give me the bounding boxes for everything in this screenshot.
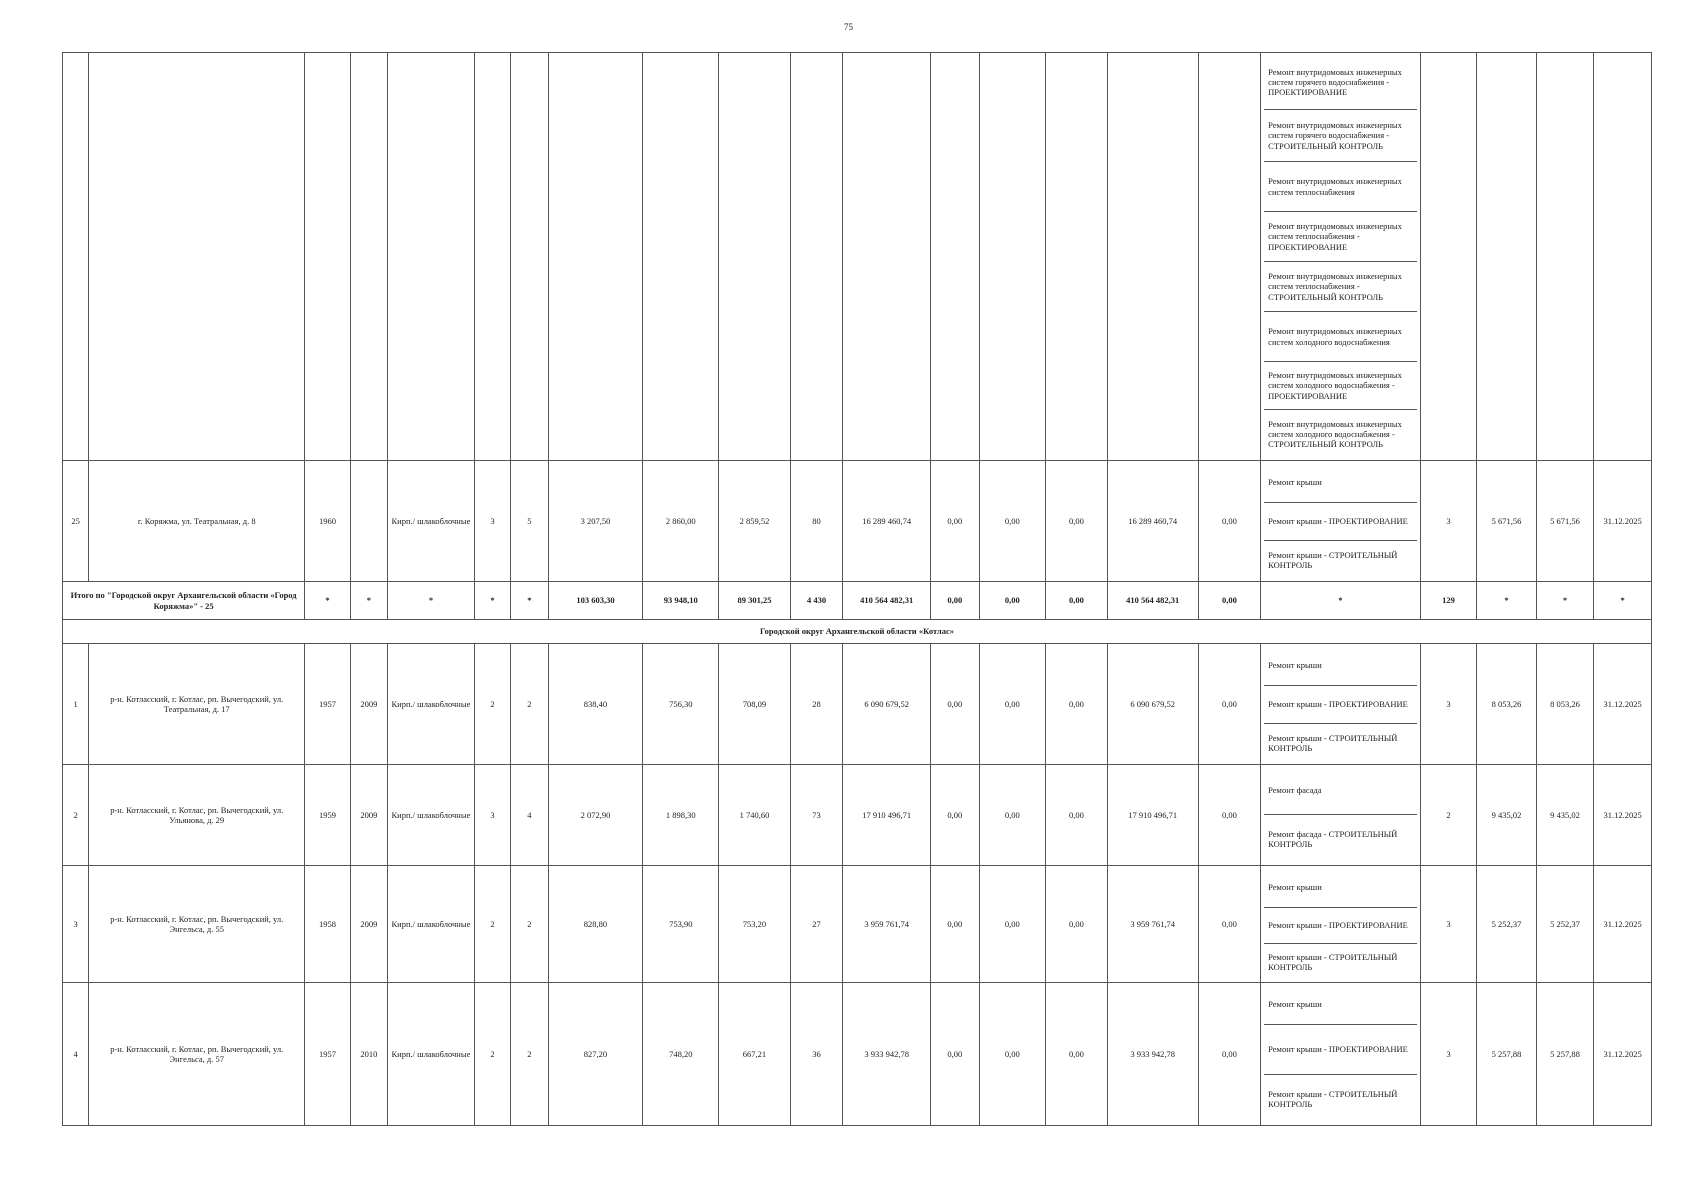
area-residential: 1 740,60 xyxy=(719,765,791,866)
fund-regional: 0,00 xyxy=(979,644,1046,765)
fund-other: 0,00 xyxy=(1198,983,1261,1126)
cell xyxy=(474,53,510,461)
year-built: 1959 xyxy=(305,765,350,866)
area-residential: 2 859,52 xyxy=(719,461,791,582)
cell xyxy=(63,53,89,461)
work-type: Ремонт внутридомовых инженерных систем горячего водоснабжения - ПРОЕКТИРОВАНИЕ xyxy=(1264,55,1417,110)
residents: 27 xyxy=(790,866,842,983)
entrances: 5 xyxy=(511,461,548,582)
residents: 4 430 xyxy=(790,582,842,620)
address: р-н. Котласский, г. Котлас, рп. Вычегодский, ул. Энгельса, д. 55 xyxy=(89,866,305,983)
work-type: Ремонт крыши - ПРОЕКТИРОВАНИЕ xyxy=(1264,503,1417,541)
cell xyxy=(790,53,842,461)
table-row xyxy=(63,461,1652,582)
residents: 36 xyxy=(790,983,842,1126)
cell xyxy=(1477,53,1537,461)
deadline: 31.12.2025 xyxy=(1594,765,1652,866)
entrances: 2 xyxy=(511,983,548,1126)
fund-owners: 3 933 942,78 xyxy=(1107,983,1198,1126)
total-area: 828,80 xyxy=(548,866,643,983)
work-type: Ремонт внутридомовых инженерных систем теплоснабжения - ПРОЕКТИРОВАНИЕ xyxy=(1264,212,1417,262)
fund-federal: 0,00 xyxy=(931,644,979,765)
residents: 80 xyxy=(790,461,842,582)
work-type: Ремонт внутридомовых инженерных систем горячего водоснабжения - СТРОИТЕЛЬНЫЙ КОНТРОЛЬ xyxy=(1264,110,1417,162)
fund-other: 0,00 xyxy=(1198,582,1261,620)
entrances: 2 xyxy=(511,866,548,983)
row-number: 2 xyxy=(63,765,89,866)
row-number: 1 xyxy=(63,644,89,765)
work-types-cell xyxy=(1261,866,1421,983)
work-type: Ремонт фасада xyxy=(1264,767,1417,815)
year-built: 1957 xyxy=(305,983,350,1126)
cost-total: 3 959 761,74 xyxy=(843,866,931,983)
fund-regional: 0,00 xyxy=(979,461,1046,582)
wall-material: Кирп./ шлакоблочные xyxy=(388,983,475,1126)
cell xyxy=(643,53,719,461)
floors: 3 xyxy=(474,461,510,582)
fund-owners: 17 910 496,71 xyxy=(1107,765,1198,866)
work-type: Ремонт крыши xyxy=(1264,646,1417,686)
work-types-cell xyxy=(1261,461,1421,582)
unit-cost-max: 5 257,88 xyxy=(1536,983,1594,1126)
row-number: 25 xyxy=(63,461,89,582)
wall-material: Кирп./ шлакоблочные xyxy=(388,644,475,765)
entrances: 2 xyxy=(511,644,548,765)
work-type: Ремонт внутридомовых инженерных систем холодного водоснабжения xyxy=(1264,312,1417,362)
cost-total: 17 910 496,71 xyxy=(843,765,931,866)
fund-other: 0,00 xyxy=(1198,461,1261,582)
deadline: 31.12.2025 xyxy=(1594,866,1652,983)
floors: 2 xyxy=(474,644,510,765)
work-types-cell xyxy=(1261,53,1421,461)
work-type: Ремонт крыши - СТРОИТЕЛЬНЫЙ КОНТРОЛЬ xyxy=(1268,732,1398,753)
wall-material: Кирп./ шлакоблочные xyxy=(388,461,475,582)
year-repair: 2010 xyxy=(350,983,387,1126)
star: * xyxy=(1477,582,1537,620)
star: * xyxy=(388,582,475,620)
fund-municipal: 0,00 xyxy=(1046,866,1108,983)
work-count: 3 xyxy=(1420,644,1477,765)
year-built: 1957 xyxy=(305,644,350,765)
municipality-title: Городской округ Архангельской области «Котлас» xyxy=(63,620,1652,644)
cost-total: 410 564 482,31 xyxy=(843,582,931,620)
star: * xyxy=(1536,582,1594,620)
work-type: Ремонт внутридомовых инженерных систем теплоснабжения - СТРОИТЕЛЬНЫЙ КОНТРОЛЬ xyxy=(1264,262,1417,312)
cell xyxy=(350,53,387,461)
fund-owners: 6 090 679,52 xyxy=(1107,644,1198,765)
deadline: 31.12.2025 xyxy=(1594,644,1652,765)
fund-other: 0,00 xyxy=(1198,765,1261,866)
cell xyxy=(388,53,475,461)
total-area: 827,20 xyxy=(548,983,643,1126)
cell xyxy=(305,53,350,461)
year-repair: 2009 xyxy=(350,866,387,983)
floors: 2 xyxy=(474,866,510,983)
work-count: 129 xyxy=(1420,582,1477,620)
area-all: 753,90 xyxy=(643,866,719,983)
work-count: 3 xyxy=(1420,866,1477,983)
area-residential: 667,21 xyxy=(719,983,791,1126)
work-count: 2 xyxy=(1420,765,1477,866)
area-all: 748,20 xyxy=(643,983,719,1126)
work-type: Ремонт крыши xyxy=(1264,985,1417,1025)
cell xyxy=(1594,53,1652,461)
fund-regional: 0,00 xyxy=(979,983,1046,1126)
star: * xyxy=(350,582,387,620)
total-row xyxy=(63,582,1652,620)
year-repair: 2009 xyxy=(350,765,387,866)
residents: 28 xyxy=(790,644,842,765)
cost-total: 16 289 460,74 xyxy=(843,461,931,582)
continuation-row xyxy=(63,53,1652,461)
fund-federal: 0,00 xyxy=(931,866,979,983)
unit-cost: 8 053,26 xyxy=(1477,644,1537,765)
fund-regional: 0,00 xyxy=(979,765,1046,866)
unit-cost: 5 257,88 xyxy=(1477,983,1537,1126)
work-types-cell xyxy=(1261,765,1421,866)
fund-municipal: 0,00 xyxy=(1046,461,1108,582)
address: г. Коряжма, ул. Театральная, д. 8 xyxy=(89,461,305,582)
fund-municipal: 0,00 xyxy=(1046,983,1108,1126)
work-type: Ремонт фасада - СТРОИТЕЛЬНЫЙ КОНТРОЛЬ xyxy=(1268,828,1398,849)
cell xyxy=(1536,53,1594,461)
table-row xyxy=(63,983,1652,1126)
municipality-row xyxy=(63,620,1652,644)
work-type: Ремонт крыши - ПРОЕКТИРОВАНИЕ xyxy=(1264,686,1417,724)
unit-cost: 5 252,37 xyxy=(1477,866,1537,983)
address: р-н. Котласский, г. Котлас, рп. Вычегодский, ул. Энгельса, д. 57 xyxy=(89,983,305,1126)
table-row xyxy=(63,765,1652,866)
total-label: Итого по "Городской округ Архангельской области «Город Коряжма»" - 25 xyxy=(63,582,305,620)
cell xyxy=(89,53,305,461)
star: * xyxy=(474,582,510,620)
unit-cost: 9 435,02 xyxy=(1477,765,1537,866)
work-type: Ремонт внутридомовых инженерных систем холодного водоснабжения - ПРОЕКТИРОВАНИЕ xyxy=(1264,362,1417,410)
year-built: 1958 xyxy=(305,866,350,983)
table-row xyxy=(63,866,1652,983)
total-area: 103 603,30 xyxy=(548,582,643,620)
cell xyxy=(719,53,791,461)
row-number: 4 xyxy=(63,983,89,1126)
area-all: 756,30 xyxy=(643,644,719,765)
total-area: 2 072,90 xyxy=(548,765,643,866)
area-all: 2 860,00 xyxy=(643,461,719,582)
address: р-н. Котласский, г. Котлас, рп. Вычегодский, ул. Театральная, д. 17 xyxy=(89,644,305,765)
floors: 3 xyxy=(474,765,510,866)
area-all: 93 948,10 xyxy=(643,582,719,620)
year-built: 1960 xyxy=(305,461,350,582)
work-type: Ремонт крыши - ПРОЕКТИРОВАНИЕ xyxy=(1264,1025,1417,1075)
cost-total: 6 090 679,52 xyxy=(843,644,931,765)
fund-owners: 410 564 482,31 xyxy=(1107,582,1198,620)
work-types-cell xyxy=(1261,983,1421,1126)
work-type: Ремонт крыши - СТРОИТЕЛЬНЫЙ КОНТРОЛЬ xyxy=(1268,549,1398,570)
unit-cost-max: 9 435,02 xyxy=(1536,765,1594,866)
total-area: 3 207,50 xyxy=(548,461,643,582)
fund-other: 0,00 xyxy=(1198,644,1261,765)
cost-total: 3 933 942,78 xyxy=(843,983,931,1126)
row-number: 3 xyxy=(63,866,89,983)
star: * xyxy=(1261,582,1421,620)
fund-municipal: 0,00 xyxy=(1046,644,1108,765)
address: р-н. Котласский, г. Котлас, рп. Вычегодский, ул. Ульянова, д. 29 xyxy=(89,765,305,866)
work-type: Ремонт крыши - СТРОИТЕЛЬНЫЙ КОНТРОЛЬ xyxy=(1268,1088,1398,1109)
area-residential: 753,20 xyxy=(719,866,791,983)
cell xyxy=(1420,53,1477,461)
residents: 73 xyxy=(790,765,842,866)
fund-regional: 0,00 xyxy=(979,866,1046,983)
work-count: 3 xyxy=(1420,461,1477,582)
work-types-cell xyxy=(1261,644,1421,765)
area-all: 1 898,30 xyxy=(643,765,719,866)
cell xyxy=(843,53,931,461)
wall-material: Кирп./ шлакоблочные xyxy=(388,866,475,983)
fund-regional: 0,00 xyxy=(979,582,1046,620)
star: * xyxy=(305,582,350,620)
deadline: 31.12.2025 xyxy=(1594,461,1652,582)
star: * xyxy=(511,582,548,620)
cell xyxy=(548,53,643,461)
unit-cost-max: 5 671,56 xyxy=(1536,461,1594,582)
unit-cost-max: 5 252,37 xyxy=(1536,866,1594,983)
work-type: Ремонт крыши xyxy=(1264,463,1417,503)
fund-federal: 0,00 xyxy=(931,765,979,866)
unit-cost: 5 671,56 xyxy=(1477,461,1537,582)
unit-cost-max: 8 053,26 xyxy=(1536,644,1594,765)
work-count: 3 xyxy=(1420,983,1477,1126)
year-repair: 2009 xyxy=(350,644,387,765)
floors: 2 xyxy=(474,983,510,1126)
entrances: 4 xyxy=(511,765,548,866)
total-area: 838,40 xyxy=(548,644,643,765)
fund-federal: 0,00 xyxy=(931,983,979,1126)
work-type: Ремонт крыши - ПРОЕКТИРОВАНИЕ xyxy=(1264,908,1417,944)
work-type: Ремонт крыши - СТРОИТЕЛЬНЫЙ КОНТРОЛЬ xyxy=(1268,951,1398,972)
cell xyxy=(511,53,548,461)
fund-owners: 3 959 761,74 xyxy=(1107,866,1198,983)
table-row xyxy=(63,644,1652,765)
fund-federal: 0,00 xyxy=(931,461,979,582)
repair-program-table xyxy=(62,52,1652,1126)
area-residential: 708,09 xyxy=(719,644,791,765)
year-repair xyxy=(350,461,387,582)
fund-municipal: 0,00 xyxy=(1046,582,1108,620)
area-residential: 89 301,25 xyxy=(719,582,791,620)
cell xyxy=(1198,53,1261,461)
page-number: 75 xyxy=(844,22,853,32)
cell xyxy=(1046,53,1108,461)
cell xyxy=(931,53,979,461)
cell xyxy=(979,53,1046,461)
fund-federal: 0,00 xyxy=(931,582,979,620)
fund-municipal: 0,00 xyxy=(1046,765,1108,866)
fund-other: 0,00 xyxy=(1198,866,1261,983)
wall-material: Кирп./ шлакоблочные xyxy=(388,765,475,866)
work-type: Ремонт внутридомовых инженерных систем холодного водоснабжения - СТРОИТЕЛЬНЫЙ КОНТРОЛЬ xyxy=(1268,418,1402,450)
star: * xyxy=(1594,582,1652,620)
deadline: 31.12.2025 xyxy=(1594,983,1652,1126)
work-type: Ремонт крыши xyxy=(1264,868,1417,908)
cell xyxy=(1107,53,1198,461)
work-type: Ремонт внутридомовых инженерных систем теплоснабжения xyxy=(1264,162,1417,212)
fund-owners: 16 289 460,74 xyxy=(1107,461,1198,582)
